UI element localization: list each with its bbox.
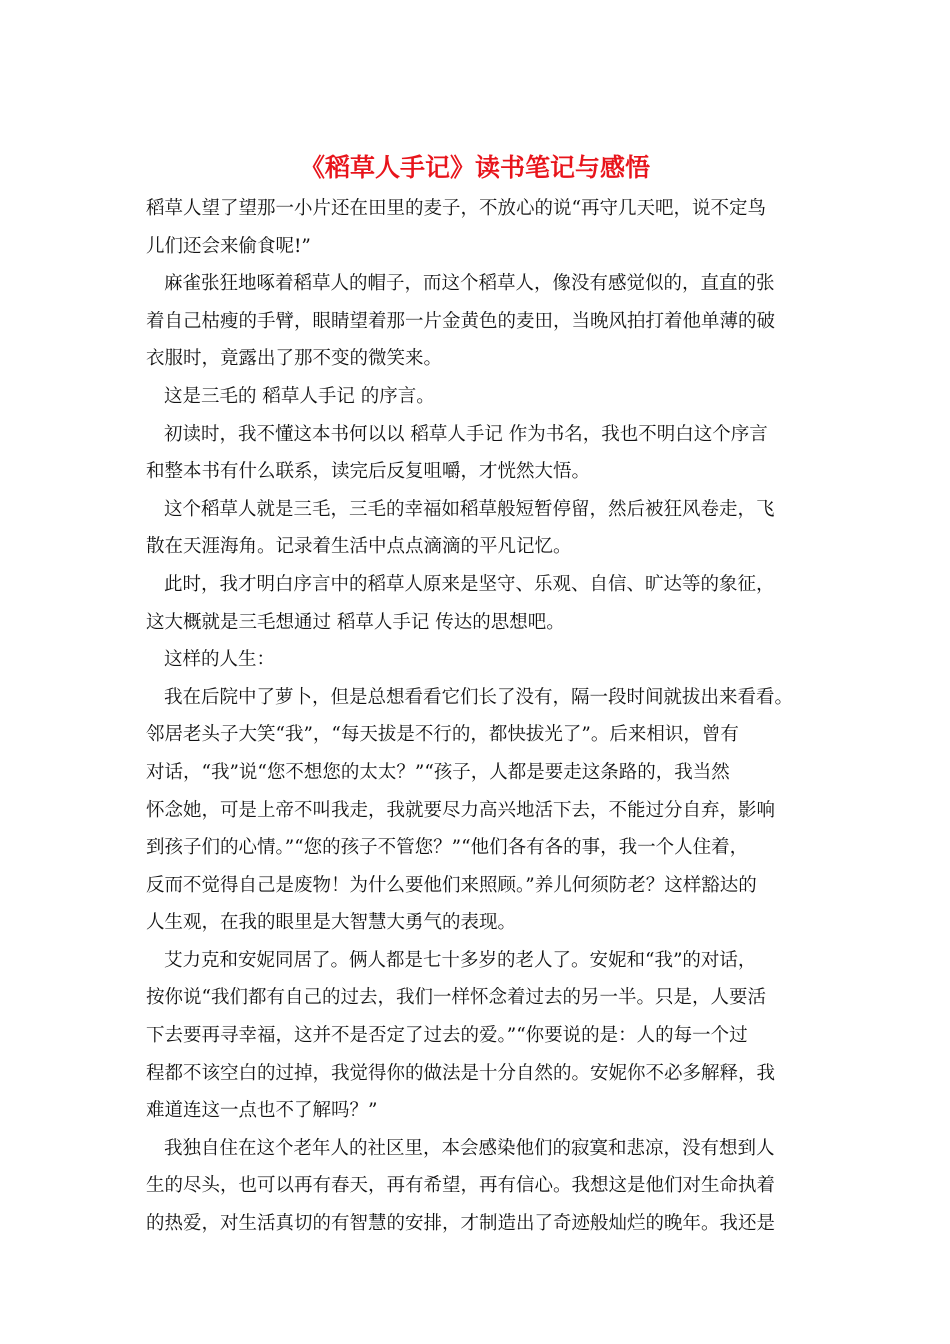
- text-line: 衣服时，竟露出了那不变的微笑来。: [146, 348, 443, 370]
- text-line: 着自己枯瘦的手臂，眼睛望着那一片金黄色的麦田，当晚风拍打着他单薄的破: [146, 310, 776, 332]
- text-line: 程都不该空白的过掉，我觉得你的做法是十分自然的。安妮你不必多解释，我: [146, 1062, 776, 1084]
- text-line: 这样的人生：: [164, 649, 276, 671]
- text-line: 对话，“我”说“您不想您的太太？”“孩子，人都是要走这条路的，我当然: [146, 761, 730, 783]
- text-line: 此时，我才明白序言中的稻草人原来是坚守、乐观、自信、旷达等的象征，: [164, 573, 775, 595]
- text-line: 邻居老头子大笑“我”，“每天拔是不行的，都快拔光了”。后来相识，曾有: [146, 724, 739, 746]
- text-line: 生的尽头，也可以再有春天，再有希望，再有信心。我想这是他们对生命执着: [146, 1175, 776, 1197]
- text-line: 和整本书有什么联系，读完后反复咀嚼，才恍然大悟。: [146, 461, 591, 483]
- text-line: 人生观，在我的眼里是大智慧大勇气的表现。: [146, 912, 517, 934]
- text-line: 按你说“我们都有自己的过去，我们一样怀念着过去的另一半。只是，人要活: [146, 987, 766, 1009]
- text-line: 反而不觉得自己是废物！为什么要他们来照顾。”养儿何须防老？这样豁达的: [146, 874, 757, 896]
- text-line: 艾力克和安妮同居了。俩人都是七十多岁的老人了。安妮和“我”的对话，: [164, 949, 757, 971]
- text-line: 这个稻草人就是三毛，三毛的幸福如稻草般短暂停留，然后被狂风卷走，飞: [164, 498, 775, 520]
- text-line: 难道连这一点也不了解吗？”: [146, 1100, 378, 1122]
- text-line: 我独自住在这个老年人的社区里，本会感染他们的寂寞和悲凉，没有想到人: [164, 1137, 775, 1159]
- text-line: 怀念她，可是上帝不叫我走，我就要尽力高兴地活下去，不能过分自弃，影响: [146, 799, 776, 821]
- text-line: 下去要再寻幸福，这并不是否定了过去的爱。”“你要说的是：人的每一个过: [146, 1025, 748, 1047]
- text-line: 稻草人望了望那一小片还在田里的麦子，不放心的说“再守几天吧，说不定鸟: [146, 198, 766, 219]
- text-line: 初读时，我不懂这本书何以以 稻草人手记 作为书名，我也不明白这个序言: [164, 423, 768, 445]
- text-line: 这大概就是三毛想通过 稻草人手记 传达的思想吧。: [146, 611, 565, 633]
- text-line: 到孩子们的心情。”“您的孩子不管您？”“他们各有各的事，我一个人住着，: [146, 837, 749, 859]
- text-line: 我在后院中了萝卜，但是总想看看它们长了没有，隔一段时间就拔出来看看。: [164, 686, 794, 708]
- document-body: [146, 190, 810, 1243]
- text-line: 麻雀张狂地啄着稻草人的帽子，而这个稻草人，像没有感觉似的，直直的张: [164, 273, 775, 295]
- text-line: 散在天涯海角。记录着生活中点点滴滴的平凡记忆。: [146, 536, 572, 558]
- text-line: 这是三毛的 稻草人手记 的序言。: [164, 385, 435, 407]
- document-title: 《稻草人手记》读书笔记与感悟: [299, 153, 650, 182]
- text-line: 儿们还会来偷食呢!”: [146, 235, 311, 257]
- text-line: 的热爱，对生活真切的有智慧的安排，才制造出了奇迹般灿烂的晚年。我还是: [146, 1213, 776, 1235]
